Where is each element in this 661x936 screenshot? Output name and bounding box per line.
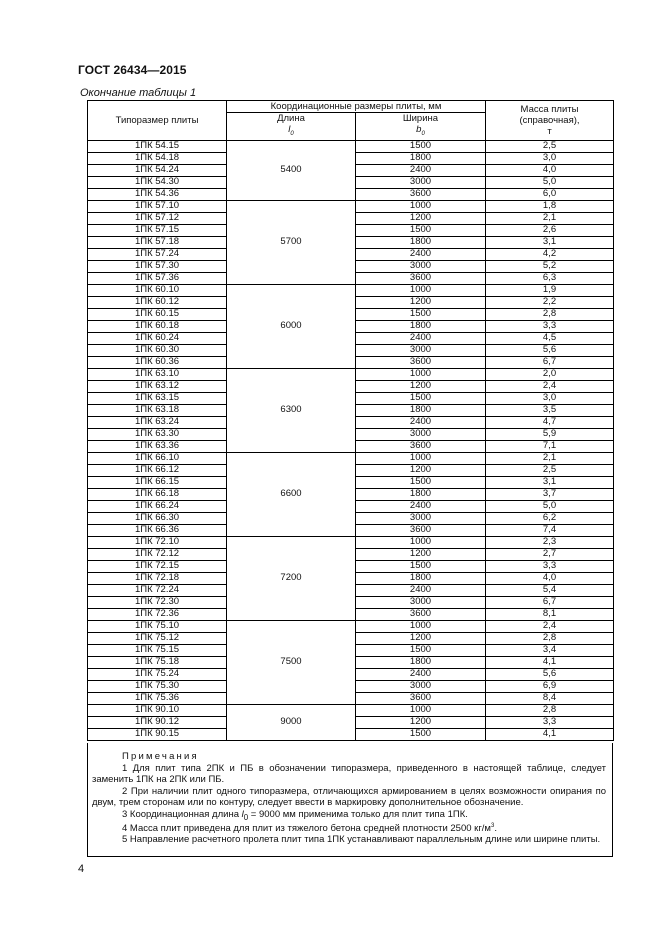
header-coord: Координационные размеры плиты, мм [227, 101, 486, 113]
cell-type: 1ПК 66.12 [88, 464, 227, 476]
cell-mass: 6,0 [486, 188, 614, 200]
cell-length: 7500 [227, 620, 356, 704]
cell-mass: 2,1 [486, 212, 614, 224]
header-length [227, 113, 356, 141]
cell-type: 1ПК 66.24 [88, 500, 227, 512]
cell-width: 3000 [356, 260, 486, 272]
cell-mass: 2,0 [486, 368, 614, 380]
cell-type: 1ПК 66.36 [88, 524, 227, 536]
cell-mass: 5,6 [486, 344, 614, 356]
notes-title: Примечания [122, 751, 199, 762]
cell-type: 1ПК 57.18 [88, 236, 227, 248]
cell-width: 3600 [356, 440, 486, 452]
cell-type: 1ПК 90.10 [88, 704, 227, 716]
header-mass [486, 101, 614, 141]
header-mass-line3: т [547, 125, 552, 137]
cell-length: 6000 [227, 284, 356, 368]
cell-width: 1000 [356, 536, 486, 548]
cell-width: 3600 [356, 692, 486, 704]
cell-mass: 4,1 [486, 656, 614, 668]
cell-type: 1ПК 75.18 [88, 656, 227, 668]
cell-width: 3000 [356, 428, 486, 440]
note-4: 4 Масса плит приведена для плит из тяжелого бетона средней плотности 2500 $кг/м^3$. [122, 822, 497, 834]
cell-type: 1ПК 75.10 [88, 620, 227, 632]
cell-mass: 4,5 [486, 332, 614, 344]
cell-mass: 3,1 [486, 236, 614, 248]
cell-mass: 3,5 [486, 404, 614, 416]
cell-length: 6600 [227, 452, 356, 536]
cell-mass: 3,3 [486, 716, 614, 728]
cell-width: 1800 [356, 488, 486, 500]
table-row [88, 140, 614, 152]
cell-length: 5400 [227, 140, 356, 200]
table-caption: Окончание таблицы 1 [80, 87, 197, 99]
header-width [356, 113, 486, 141]
cell-width: 1800 [356, 656, 486, 668]
cell-type: 1ПК 54.18 [88, 152, 227, 164]
table-body [88, 140, 614, 740]
plates-table [87, 100, 614, 741]
cell-width: 1200 [356, 212, 486, 224]
page-number: 4 [78, 863, 85, 875]
cell-width: 1000 [356, 284, 486, 296]
table-row [88, 284, 614, 296]
cell-mass: 3,3 [486, 320, 614, 332]
cell-type: 1ПК 75.36 [88, 692, 227, 704]
cell-width: 1500 [356, 644, 486, 656]
cell-width: 1200 [356, 464, 486, 476]
cell-mass: 5,4 [486, 584, 614, 596]
header-mass-line1: Масса плиты [520, 103, 579, 115]
cell-type: 1ПК 66.15 [88, 476, 227, 488]
cell-width: 3000 [356, 596, 486, 608]
cell-mass: 3,4 [486, 644, 614, 656]
cell-width: 3000 [356, 176, 486, 188]
cell-width: 1200 [356, 632, 486, 644]
cell-mass: 6,7 [486, 356, 614, 368]
cell-width: 1800 [356, 320, 486, 332]
cell-type: 1ПК 63.18 [88, 404, 227, 416]
cell-length: 7200 [227, 536, 356, 620]
cell-mass: 2,5 [486, 464, 614, 476]
cell-width: 1500 [356, 728, 486, 740]
cell-width: 1000 [356, 620, 486, 632]
header-length-label: Длина [277, 113, 305, 124]
cell-type: 1ПК 90.12 [88, 716, 227, 728]
cell-mass: 2,6 [486, 224, 614, 236]
note-3: 3 Координационная длина $l_0 = 9000$ мм применима только для плит типа 1ПК. [122, 808, 468, 822]
cell-type: 1ПК 57.15 [88, 224, 227, 236]
cell-type: 1ПК 63.10 [88, 368, 227, 380]
cell-type: 1ПК 57.30 [88, 260, 227, 272]
table-row [88, 536, 614, 548]
header-length-symbol: $l_0$ [288, 124, 294, 137]
cell-mass: 2,4 [486, 380, 614, 392]
cell-mass: 7,1 [486, 440, 614, 452]
cell-mass: 8,1 [486, 608, 614, 620]
cell-mass: 7,4 [486, 524, 614, 536]
cell-mass: 2,2 [486, 296, 614, 308]
cell-type: 1ПК 72.10 [88, 536, 227, 548]
cell-type: 1ПК 57.24 [88, 248, 227, 260]
header-width-symbol: $b_0$ [416, 124, 425, 137]
cell-type: 1ПК 60.10 [88, 284, 227, 296]
cell-width: 1000 [356, 368, 486, 380]
cell-length: 5700 [227, 200, 356, 284]
table-row [88, 368, 614, 380]
cell-mass: 8,4 [486, 692, 614, 704]
cell-type: 1ПК 75.12 [88, 632, 227, 644]
cell-type: 1ПК 54.30 [88, 176, 227, 188]
cell-type: 1ПК 72.12 [88, 548, 227, 560]
cell-type: 1ПК 57.10 [88, 200, 227, 212]
cell-mass: 4,7 [486, 416, 614, 428]
cell-type: 1ПК 60.36 [88, 356, 227, 368]
table-row [88, 704, 614, 716]
cell-type: 1ПК 63.30 [88, 428, 227, 440]
cell-type: 1ПК 60.18 [88, 320, 227, 332]
cell-type: 1ПК 75.15 [88, 644, 227, 656]
cell-type: 1ПК 66.18 [88, 488, 227, 500]
cell-mass: 2,5 [486, 140, 614, 152]
cell-mass: 2,4 [486, 620, 614, 632]
cell-mass: 5,9 [486, 428, 614, 440]
cell-width: 1000 [356, 704, 486, 716]
cell-width: 1800 [356, 404, 486, 416]
table-row [88, 620, 614, 632]
cell-width: 1800 [356, 236, 486, 248]
cell-type: 1ПК 66.10 [88, 452, 227, 464]
cell-width: 2400 [356, 164, 486, 176]
cell-mass: 6,3 [486, 272, 614, 284]
cell-mass: 1,8 [486, 200, 614, 212]
cell-type: 1ПК 63.36 [88, 440, 227, 452]
cell-type: 1ПК 57.12 [88, 212, 227, 224]
cell-mass: 2,3 [486, 536, 614, 548]
cell-type: 1ПК 75.30 [88, 680, 227, 692]
cell-mass: 4,0 [486, 572, 614, 584]
cell-width: 1500 [356, 560, 486, 572]
cell-width: 3600 [356, 188, 486, 200]
cell-width: 1500 [356, 308, 486, 320]
cell-mass: 5,2 [486, 260, 614, 272]
cell-width: 3600 [356, 356, 486, 368]
cell-type: 1ПК 63.15 [88, 392, 227, 404]
cell-type: 1ПК 66.30 [88, 512, 227, 524]
cell-width: 1200 [356, 548, 486, 560]
cell-mass: 5,0 [486, 176, 614, 188]
cell-type: 1ПК 54.24 [88, 164, 227, 176]
notes-block [87, 743, 613, 857]
cell-mass: 2,8 [486, 308, 614, 320]
cell-width: 1500 [356, 224, 486, 236]
cell-width: 1500 [356, 476, 486, 488]
table-row [88, 452, 614, 464]
cell-width: 1200 [356, 296, 486, 308]
cell-type: 1ПК 90.15 [88, 728, 227, 740]
cell-mass: 4,1 [486, 728, 614, 740]
cell-type: 1ПК 72.15 [88, 560, 227, 572]
table-row [88, 200, 614, 212]
cell-mass: 5,6 [486, 668, 614, 680]
cell-type: 1ПК 54.15 [88, 140, 227, 152]
cell-width: 3600 [356, 608, 486, 620]
header-mass-line2: (справочная), [519, 114, 580, 126]
cell-type: 1ПК 63.12 [88, 380, 227, 392]
cell-mass: 1,9 [486, 284, 614, 296]
cell-mass: 6,2 [486, 512, 614, 524]
cell-type: 1ПК 60.24 [88, 332, 227, 344]
cell-width: 1800 [356, 572, 486, 584]
cell-mass: 3,0 [486, 392, 614, 404]
cell-type: 1ПК 72.30 [88, 596, 227, 608]
note-2: 2 При наличии плит одного типоразмера, отличающихся армированием в целях возможности опирания по двум, трем сторонам или по контуру, следует ввести в маркировку дополнительное обозначение. [92, 785, 606, 808]
cell-mass: 2,8 [486, 704, 614, 716]
cell-mass: 4,2 [486, 248, 614, 260]
cell-type: 1ПК 54.36 [88, 188, 227, 200]
cell-mass: 5,0 [486, 500, 614, 512]
cell-type: 1ПК 60.12 [88, 296, 227, 308]
cell-type: 1ПК 72.24 [88, 584, 227, 596]
cell-width: 2400 [356, 584, 486, 596]
cell-type: 1ПК 60.15 [88, 308, 227, 320]
cell-width: 3600 [356, 524, 486, 536]
header-type: Типоразмер плиты [88, 101, 227, 141]
cell-width: 1000 [356, 452, 486, 464]
cell-type: 1ПК 75.24 [88, 668, 227, 680]
cell-width: 2400 [356, 416, 486, 428]
cell-width: 1800 [356, 152, 486, 164]
cell-mass: 6,7 [486, 596, 614, 608]
cell-type: 1ПК 72.36 [88, 608, 227, 620]
cell-width: 1000 [356, 200, 486, 212]
cell-mass: 2,1 [486, 452, 614, 464]
cell-mass: 6,9 [486, 680, 614, 692]
header-width-label: Ширина [402, 113, 439, 124]
cell-mass: 3,7 [486, 488, 614, 500]
cell-length: 9000 [227, 704, 356, 740]
cell-mass: 2,8 [486, 632, 614, 644]
note-5: 5 Направление расчетного пролета плит типа 1ПК устанавливают параллельным длине или ширине плиты. [122, 834, 601, 846]
cell-mass: 3,3 [486, 560, 614, 572]
cell-width: 2400 [356, 668, 486, 680]
cell-type: 1ПК 72.18 [88, 572, 227, 584]
cell-type: 1ПК 57.36 [88, 272, 227, 284]
cell-mass: 3,0 [486, 152, 614, 164]
cell-type: 1ПК 60.30 [88, 344, 227, 356]
note-1: 1 Для плит типа 2ПК и ПБ в обозначении типоразмера, приведенного в настоящей таблице, следует заменить 1ПК на 2ПК или ПБ. [92, 762, 606, 785]
document-code: ГОСТ 26434—2015 [78, 63, 187, 77]
cell-width: 3000 [356, 680, 486, 692]
cell-length: 6300 [227, 368, 356, 452]
cell-width: 2400 [356, 332, 486, 344]
cell-width: 1500 [356, 140, 486, 152]
cell-width: 1200 [356, 716, 486, 728]
cell-mass: 3,1 [486, 476, 614, 488]
cell-width: 3600 [356, 272, 486, 284]
cell-width: 1500 [356, 392, 486, 404]
cell-mass: 2,7 [486, 548, 614, 560]
cell-width: 1200 [356, 380, 486, 392]
cell-type: 1ПК 63.24 [88, 416, 227, 428]
cell-width: 2400 [356, 500, 486, 512]
cell-width: 2400 [356, 248, 486, 260]
cell-mass: 4,0 [486, 164, 614, 176]
cell-width: 3000 [356, 512, 486, 524]
cell-width: 3000 [356, 344, 486, 356]
